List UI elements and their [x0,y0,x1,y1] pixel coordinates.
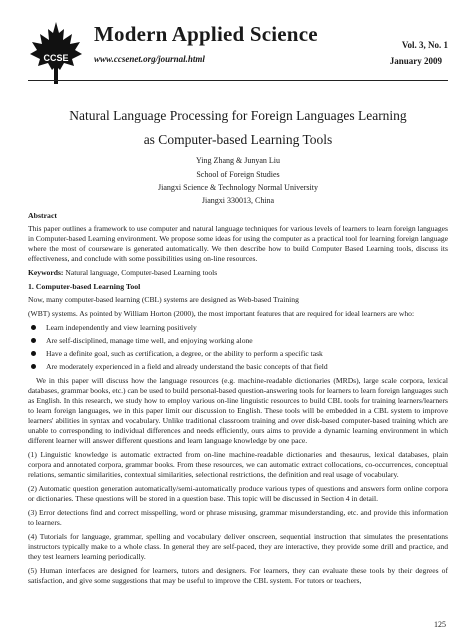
page-number: 125 [434,620,446,629]
keywords-label: Keywords: [28,268,64,277]
list-item: Are moderately experienced in a field and already understand the basic concepts of that field [28,362,448,372]
paper-title-line1: Natural Language Processing for Foreign Languages Learning [69,108,407,123]
list-item: Are self-disciplined, manage time well, and enjoying working alone [28,336,448,346]
keywords [28,268,448,278]
header-rule [28,80,448,81]
journal-url[interactable]: www.ccsenet.org/journal.html [94,54,205,64]
abstract-text: This paper outlines a framework to use computer and natural language techniques for various levels of learners to learn foreign languages in Computer-based Learning environment. We propose some ideas for using the computer as a practical tool for learning foreign language where the most of courseware is generated automatically. We then describe how to build Computer Based Learning tools, discuss its effectiveness, and conclude with some possibilities using on-line resources. [28,224,448,263]
section1-p3: We in this paper will discuss how the language resources (e.g. machine-readable dictionaries (MRDs), large scale corpora, lexical databases, grammar books, etc.) can be used to build personal-based question-answering tools for learners to learn foreign languages such as English. In this research, we study how to employ various on-line linguistic resources to build CBL tools for training learners/learners to learn foreign languages, we in this paper limit our discussion to English. These tools will be embedded in a CBL system to improve learners' abilities in syntax and vocabulary. Unlike traditional classroom training and over disk-based computer-based training which are unable to corresponding to individual differences and needs efficiently, ours aims to provide a dynamic learning environment in which different learner will answer different questions and learn language knowledge by one pace. [28,376,448,445]
numbered-item-1: (1) Linguistic knowledge is automatic extracted from on-line machine-readable dictionaries and thesaurus, lexical databases, plain corpora and annotated corpora, grammar books. From these resources, we can automatic extract collocations, co-occurrences, conceptual relations, semantic similarities, contextual similarities, selectional restrictions, the definition and real usage of vocabulary. [28,450,448,479]
numbered-item-3: (3) Error detections find and correct misspelling, word or phrase misusing, grammar misunderstanding, etc. and provide this information to learners. [28,508,448,527]
section1-p2: (WBT) systems. As pointed by William Horton (2000), the most important features that are required for ideal learners are who: [28,309,415,318]
numbered-item-2: (2) Automatic question generation automatically/semi-automatically produce various types of questions and answers form online corpora or dictionaries. These questions will be stored in a question base. This topic will be discussed in Section 4 in detail. [28,484,448,503]
section1-p1: Now, many computer-based learning (CBL) systems are designed as Web-based Training [28,295,299,304]
authors: Ying Zhang & Junyan Liu [196,156,280,165]
journal-title: Modern Applied Science [94,22,318,46]
numbered-item-5: (5) Human interfaces are designed for learners, tutors and designers. For learners, they can evaluate these tools by their degrees of satisfaction, and give some suggestions that may be useful to improve the CBL system. For tutors or teachers, [28,566,448,585]
logo-text: CCSE [43,53,69,63]
list-item: Learn independently and view learning positively [28,323,448,333]
volume-issue: Vol. 3, No. 1 [401,40,448,50]
maple-leaf-logo-icon [28,20,84,86]
affiliation-university: Jiangxi Science & Technology Normal University [158,183,318,192]
affiliation-address: Jiangxi 330013, China [201,196,275,205]
journal-header [28,20,448,86]
section1-heading: 1. Computer-based Learning Tool [28,282,141,291]
abstract-heading: Abstract [28,211,58,220]
list-item: Have a definite goal, such as certification, a degree, or the ability to perform a specific task [28,349,448,359]
keywords-text: Natural language, Computer-based Learning tools [63,268,218,277]
issue-date: January 2009 [389,56,442,66]
paper-title-line2: as Computer-based Learning Tools [143,132,333,147]
numbered-item-4: (4) Tutorials for language, grammar, spelling and vocabulary deliver onscreen, sequential instruction that simulates the presentations instructors typically make to a whole class. In general they are self-paced, they are interactive, they provide some drill and practice, and they test learners learning periodically. [28,532,448,561]
paper-body [28,211,448,590]
affiliation-school: School of Foreign Studies [196,170,280,179]
feature-list [28,323,448,372]
